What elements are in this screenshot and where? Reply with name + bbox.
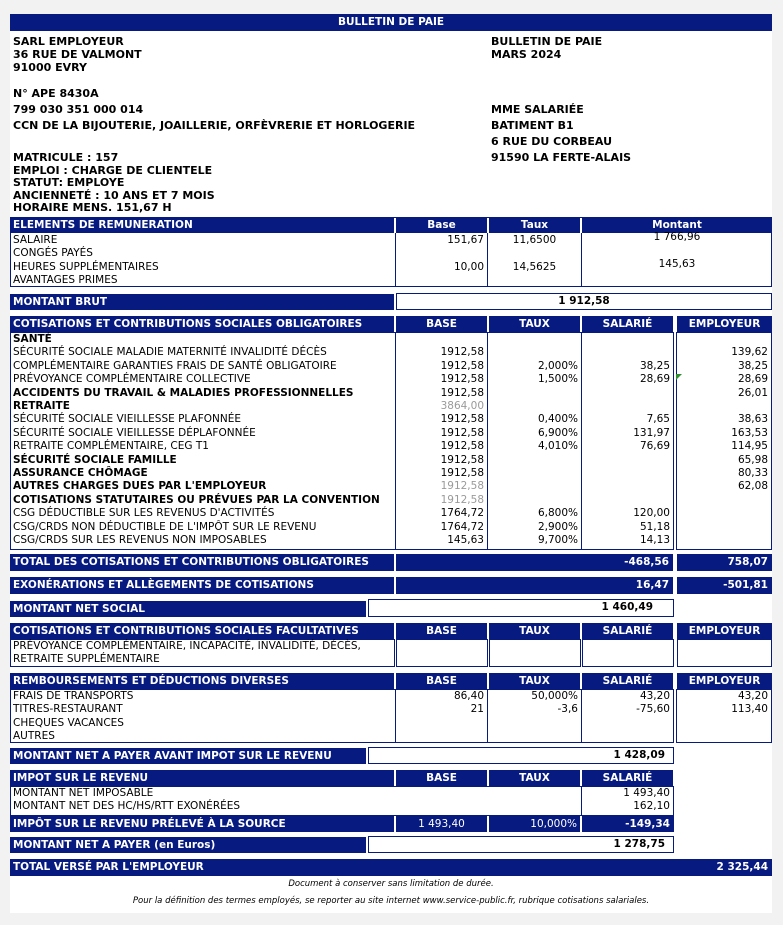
brut-label: MONTANT BRUT [10,294,394,310]
cot-row-employeur: 38,63 [737,413,768,426]
fac-col-employeur: EMPLOYEUR [677,623,772,639]
cot-row-base: 1912,58 [440,440,484,453]
pas-label: IMPÔT SUR LE REVENU PRÉLEVÉ À LA SOURCE [10,816,394,832]
cot-row-salarie: 38,25 [639,359,670,372]
anciennete: ANCIENNETÉ : 10 ANS ET 7 MOIS [13,189,215,202]
exo-sal: 16,47 [396,577,673,594]
rem-row-label: AVANTAGES PRIMES [13,273,118,286]
cot-row-base: 1912,58 [440,413,484,426]
rem-row-montant: 1 766,96 [653,231,701,243]
impot-col-salarie: SALARIÉ [582,770,673,786]
remb-row-label: CHEQUES VACANCES [13,716,124,729]
rem-row-montant: 145,63 [658,257,696,270]
rem-row-taux: 11,6500 [512,234,557,246]
rem-row-taux: 14,5625 [512,260,557,273]
cot-row-label: CSG/CRDS SUR LES REVENUS NON IMPOSABLES [13,534,267,546]
impot-col-base: BASE [396,770,487,786]
remb-row-salarie: 43,20 [639,690,670,702]
remb-row-label: FRAIS DE TRANSPORTS [13,690,134,702]
rem-row-base: 10,00 [453,260,484,273]
cot-col-salarie: SALARIÉ [582,316,673,332]
cot-row-base: 1912,58 [440,467,484,479]
cot-row-employeur: 65,98 [737,453,768,466]
cot-row-salarie: 14,13 [639,534,670,546]
remb-row-employeur: 113,40 [731,703,768,716]
cot-row-employeur: 80,33 [737,467,768,479]
employee-building: BATIMENT B1 [491,119,574,132]
cot-col-base: BASE [396,316,487,332]
cot-row-label: AUTRES CHARGES DUES PAR L'EMPLOYEUR [13,480,267,493]
cotisations-header: COTISATIONS ET CONTRIBUTIONS SOCIALES OBLIGATOIRES [10,316,394,332]
cot-row-label: CSG/CRDS NON DÉDUCTIBLE DE L'IMPÔT SUR LE REVENU [13,520,317,533]
cot-row-label: SÉCURITÉ SOCIALE VIEILLESSE PLAFONNÉE [13,413,241,426]
cot-row-base: 1912,58 [440,426,484,439]
imposable-value: 1 493,40 [623,787,670,799]
cot-row-employeur: 62,08 [737,480,768,493]
cot-row-label: ASSURANCE CHÔMAGE [13,467,148,479]
exo-label: EXONÉRATIONS ET ALLÈGEMENTS DE COTISATIONS [10,577,394,594]
remuneration-header: ELEMENTS DE REMUNERATION [10,217,394,233]
rem-row-label: SALAIRE [13,234,58,246]
document-title: BULLETIN DE PAIE [10,14,772,31]
cot-row-taux: 2,900% [537,520,578,533]
pas-taux: 10,000% [489,816,580,832]
employee-name: MME SALARIÉE [491,103,584,116]
cot-row-employeur: 139,62 [731,346,768,359]
cot-row-employeur: 26,01 [737,386,768,399]
pas-value: -149,34 [582,816,674,832]
cot-row-base: 1764,72 [440,520,484,533]
footer-note: Document à conserver sans limitation de durée. [288,879,494,889]
cot-row-salarie: 120,00 [633,507,670,520]
employer-street: 36 RUE DE VALMONT [13,48,142,61]
cot-row-label: SANTÉ [13,333,52,345]
cot-row-base: 1912,58 [440,346,484,359]
remb-row-base: 86,40 [453,690,484,702]
header-block [10,31,772,216]
matricule: MATRICULE : 157 [13,151,119,164]
cot-row-base: 1912,58 [440,386,484,399]
cot-row-employeur: 114,95 [731,440,768,453]
cot-row-label: SÉCURITÉ SOCIALE FAMILLE [13,453,177,466]
net-social-value: 1 460,49 [368,599,674,617]
remb-row-employeur: 43,20 [737,690,768,702]
net-avant-impot-label: MONTANT NET A PAYER AVANT IMPOT SUR LE REVENU [10,748,366,764]
cot-row-label: PRÉVOYANCE COMPLÉMENTAIRE COLLECTIVE [13,373,251,386]
employee-city: 91590 LA FERTE-ALAIS [491,151,632,164]
cot-row-base: 1912,58 [440,453,484,466]
cot-row-base: 3864,00 [440,400,484,412]
fac-col-taux: TAUX [489,623,580,639]
net-a-payer-value: 1 278,75 [368,836,674,853]
cot-row-taux: 0,400% [537,413,578,426]
total-verse-value: 2 325,44 [716,861,768,873]
remb-col-salarie: SALARIÉ [582,673,673,689]
hc-value: 162,10 [633,800,670,812]
employer-ape: N° APE 8430A [13,87,99,100]
cot-row-label: CSG DÉDUCTIBLE SUR LES REVENUS D'ACTIVITÉS [13,507,275,520]
employer-city: 91000 EVRY [13,61,87,74]
cot-row-label: RETRAITE [13,400,70,412]
remb-header: REMBOURSEMENTS ET DÉDUCTIONS DIVERSES [10,673,394,689]
horaire: HORAIRE MENS. 151,67 H [13,201,172,214]
cot-col-employeur: EMPLOYEUR [677,316,772,332]
total-cotis-label: TOTAL DES COTISATIONS ET CONTRIBUTIONS OBLIGATOIRES [10,554,394,571]
remuneration-section [10,217,772,287]
cot-row-base: 145,63 [447,534,484,546]
cot-row-taux: 4,010% [537,440,578,453]
remb-col-taux: TAUX [489,673,580,689]
cot-row-taux: 2,000% [537,359,578,372]
employer-name: SARL EMPLOYEUR [13,35,124,48]
cotisations-section [10,316,772,550]
cot-row-salarie: 7,65 [646,413,670,426]
payslip-page [10,14,772,913]
remb-col-base: BASE [396,673,487,689]
footer-definition: Pour la définition des termes employés, se reporter au site internet www.service-public.fr, rubrique cotisations salariales. [132,896,650,906]
col-base: Base [396,217,487,233]
impot-col-taux: TAUX [489,770,580,786]
cot-row-label: COTISATIONS STATUTAIRES OU PRÉVUES PAR LA CONVENTION [13,493,380,506]
rem-row-base: 151,67 [447,234,484,246]
total-cotis-sal: -468,56 [396,554,673,571]
employee-street: 6 RUE DU CORBEAU [491,135,613,148]
rem-row-label: CONGÉS PAYÉS [13,247,93,260]
cot-row-employeur: 28,69 [737,373,768,386]
fac-header: COTISATIONS ET CONTRIBUTIONS SOCIALES FACULTATIVES [10,623,394,639]
cot-row-label: SÉCURITÉ SOCIALE VIEILLESSE DÉPLAFONNÉE [13,426,256,439]
cot-row-base: 1764,72 [440,507,484,520]
cot-row-label: ACCIDENTS DU TRAVAIL & MALADIES PROFESSIONNELLES [13,386,354,399]
remb-row-taux: -3,6 [557,703,578,716]
remb-row-salarie: -75,60 [636,703,670,716]
cot-row-salarie: 131,97 [633,426,670,439]
cot-row-employeur: 38,25 [737,359,768,372]
hc-label: MONTANT NET DES HC/HS/RTT EXONÉRÉES [13,800,241,812]
cot-row-label: SÉCURITÉ SOCIALE MALADIE MATERNITÉ INVALIDITÉ DÉCÈS [13,346,327,359]
col-montant: Montant [582,217,772,233]
cot-row-taux: 1,500% [537,373,578,386]
doc-period: MARS 2024 [491,48,562,61]
net-avant-impot-value: 1 428,09 [368,747,674,764]
cot-row-label: RETRAITE COMPLÉMENTAIRE, CEG T1 [13,440,209,453]
rem-row-label: HEURES SUPPLÉMENTAIRES [13,260,159,273]
impot-header: IMPOT SUR LE REVENU [10,770,394,786]
cot-row-base: 1912,58 [440,493,484,506]
cot-row-taux: 9,700% [537,534,578,546]
cot-row-employeur: 163,53 [731,426,768,439]
remb-row-label: TITRES-RESTAURANT [13,703,123,716]
remboursements-section [10,673,772,743]
facultatives-section [10,623,772,667]
cot-row-base: 1912,58 [440,359,484,372]
cot-row-salarie: 76,69 [639,440,670,453]
doc-type: BULLETIN DE PAIE [491,35,603,48]
total-cotis-emp: 758,07 [677,554,772,571]
statut: STATUT: EMPLOYE [13,176,125,189]
cot-row-label: COMPLÉMENTAIRE GARANTIES FRAIS DE SANTÉ OBLIGATOIRE [13,359,337,372]
cot-row-base: 1912,58 [440,373,484,386]
exo-emp: -501,81 [677,577,772,594]
col-taux: Taux [489,217,580,233]
cot-row-salarie: 51,18 [639,520,670,533]
fac-line1: PRÉVOYANCE COMPLÉMENTAIRE, INCAPACITÉ, INVALIDITÉ, DÉCÈS, [13,640,361,652]
total-verse-label: TOTAL VERSÉ PAR L'EMPLOYEUR [10,859,772,876]
cot-row-salarie: 28,69 [639,373,670,386]
imposable-label: MONTANT NET IMPOSABLE [13,787,154,799]
remb-col-employeur: EMPLOYEUR [677,673,772,689]
employer-siret: 799 030 351 000 014 [13,103,144,116]
brut-value: 1 912,58 [396,293,772,310]
remb-row-label: AUTRES [13,729,55,742]
emploi: EMPLOI : CHARGE DE CLIENTELE [13,164,213,177]
pas-base: 1 493,40 [396,816,487,832]
remb-row-taux: 50,000% [531,690,578,702]
fac-col-base: BASE [396,623,487,639]
cot-row-taux: 6,800% [537,507,578,520]
cot-col-taux: TAUX [489,316,580,332]
fac-line2: RETRAITE SUPPLÉMENTAIRE [13,653,160,665]
cot-row-taux: 6,900% [537,426,578,439]
cot-row-base: 1912,58 [440,480,484,493]
impot-section [10,770,772,832]
remb-row-base: 21 [470,703,484,716]
net-social-label: MONTANT NET SOCIAL [10,601,366,617]
net-a-payer-label: MONTANT NET A PAYER (en Euros) [10,837,366,853]
fac-col-salarie: SALARIÉ [582,623,673,639]
employer-ccn: CCN DE LA BIJOUTERIE, JOAILLERIE, ORFÈVRERIE ET HORLOGERIE [13,119,416,132]
